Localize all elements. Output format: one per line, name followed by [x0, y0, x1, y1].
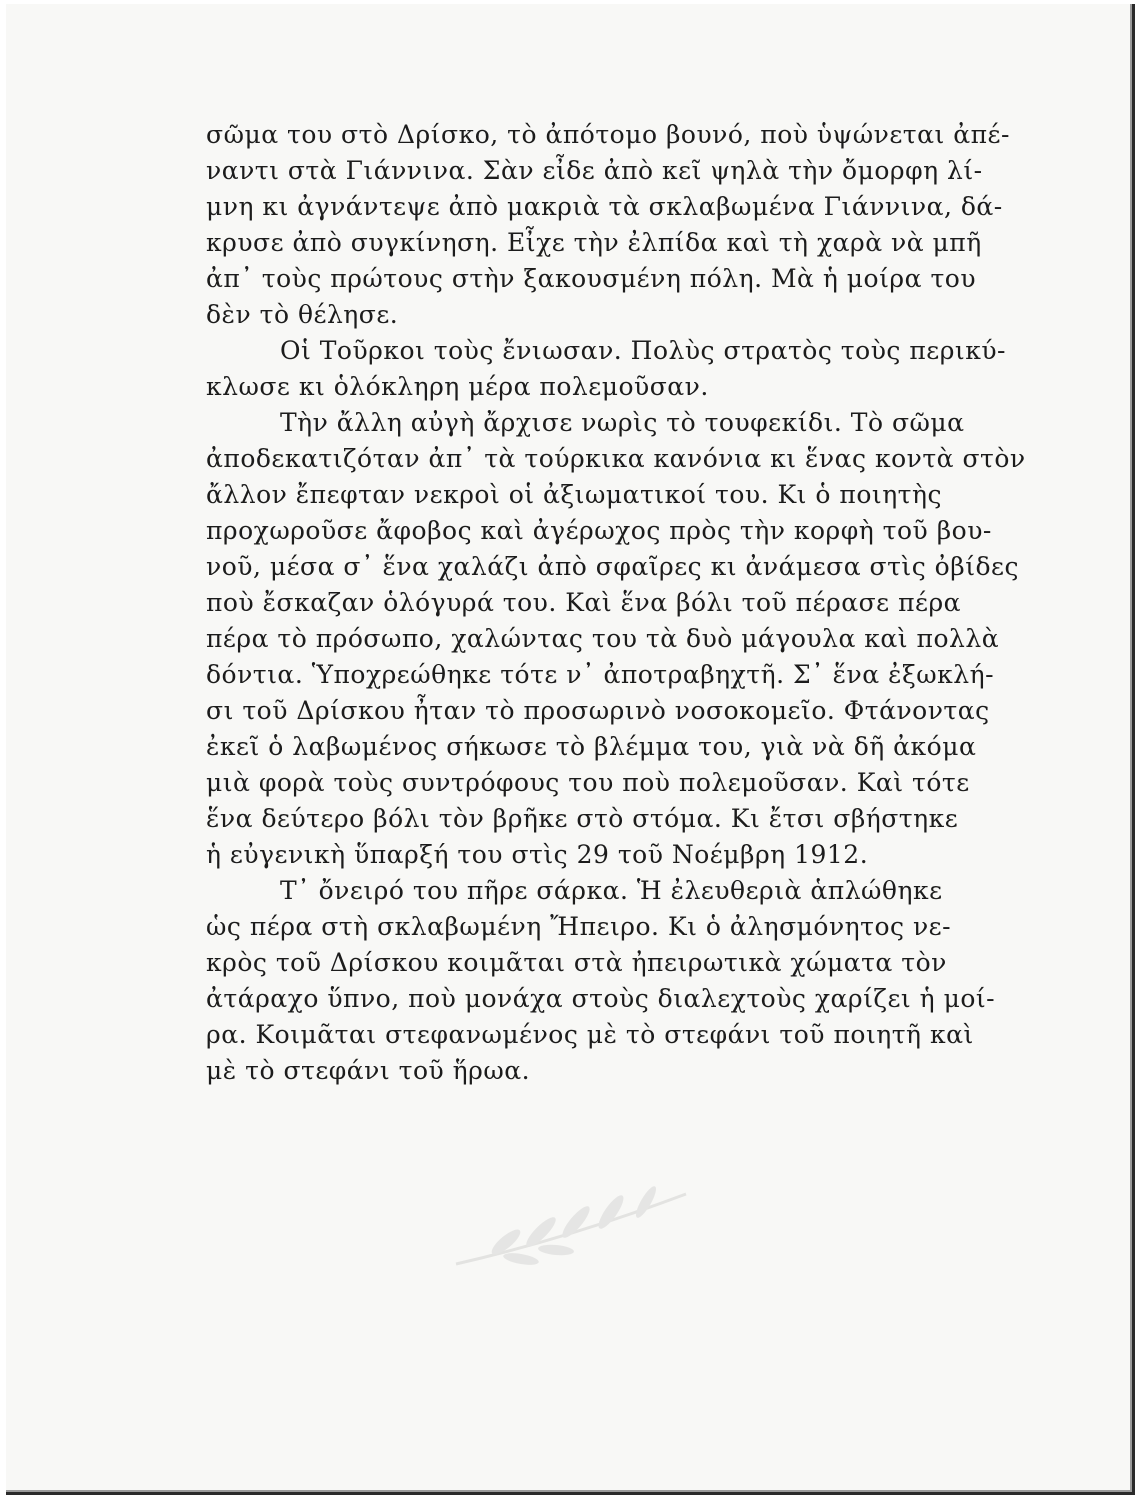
text-line: ἀτάραχο ὕπνο, ποὺ μονάχα στοὺς διαλεχτοὺς χαρίζει ἡ μοί-	[206, 984, 996, 1013]
text-line: μὲ τὸ στεφάνι τοῦ ἥρωα.	[206, 1056, 531, 1085]
text-line: ἡ εὐγενικὴ ὕπαρξή του στὶς 29 τοῦ Νοέμβρη 1912.	[206, 840, 869, 869]
text-line: νοῦ, μέσα σ᾽ ἕνα χαλάζι ἀπὸ σφαῖρες κι ἀνάμεσα στὶς ὀβίδες	[206, 552, 1019, 581]
text-line: μιὰ φορὰ τοὺς συντρόφους του ποὺ πολεμοῦσαν. Καὶ τότε	[206, 768, 970, 797]
text-line: ἀπ᾽ τοὺς πρώτους στὴν ξακουσμένη πόλη. Μὰ ἡ μοίρα του	[206, 264, 977, 293]
text-line: Τ᾽ ὄνειρό του πῆρε σάρκα. Ἡ ἐλευθεριὰ ἁπλώθηκε	[280, 876, 943, 905]
text-line: κλωσε κι ὁλόκληρη μέρα πολεμοῦσαν.	[206, 372, 709, 401]
text-line: σι τοῦ Δρίσκου ἦταν τὸ προσωρινὸ νοσοκομεῖο. Φτάνοντας	[206, 696, 990, 725]
text-line: κρὸς τοῦ Δρίσκου κοιμᾶται στὰ ἠπειρωτικὰ χώματα τὸν	[206, 948, 947, 977]
text-line: ἀποδεκατιζόταν ἀπ᾽ τὰ τούρκικα κανόνια κι ἕνας κοντὰ στὸν	[206, 444, 1026, 473]
text-line: ἄλλον ἔπεφταν νεκροὶ οἱ ἀξιωματικοί του. Κι ὁ ποιητὴς	[206, 480, 942, 509]
paragraph-3	[206, 405, 1026, 873]
paragraph-1	[206, 117, 1010, 333]
text-line: ποὺ ἔσκαζαν ὁλόγυρά του. Καὶ ἕνα βόλι τοῦ πέρασε πέρα	[206, 588, 962, 617]
paragraph-4	[206, 873, 996, 1089]
text-line: ὡς πέρα στὴ σκλαβωμένη Ἤπειρο. Κι ὁ ἀλησμόνητος νε-	[206, 912, 952, 941]
text-line: ναντι στὰ Γιάννινα. Σὰν εἶδε ἀπὸ κεῖ ψηλὰ τὴν ὄμορφη λί-	[206, 156, 983, 185]
text-line: δόντια. Ὑποχρεώθηκε τότε ν᾽ ἀποτραβηχτῆ. Σ᾽ ἕνα ἐξωκλή-	[206, 660, 995, 689]
text-line: Τὴν ἄλλη αὐγὴ ἄρχισε νωρὶς τὸ τουφεκίδι. Τὸ σῶμα	[280, 408, 965, 437]
text-line: μνη κι ἀγνάντεψε ἀπὸ μακριὰ τὰ σκλαβωμένα Γιάννινα, δά-	[206, 192, 1003, 221]
text-line: ἐκεῖ ὁ λαβωμένος σήκωσε τὸ βλέμμα του, γιὰ νὰ δῆ ἀκόμα	[206, 732, 977, 761]
page-text	[206, 117, 1026, 1089]
text-line: ἕνα δεύτερο βόλι τὸν βρῆκε στὸ στόμα. Κι ἔτσι σβήστηκε	[206, 804, 959, 833]
text-line: ρα. Κοιμᾶται στεφανωμένος μὲ τὸ στεφάνι τοῦ ποιητῆ καὶ	[206, 1020, 974, 1049]
text-line: Οἱ Τοῦρκοι τοὺς ἔνιωσαν. Πολὺς στρατὸς τοὺς περικύ-	[280, 336, 1006, 365]
laurel-branch-icon	[446, 1184, 696, 1274]
text-line: κρυσε ἀπὸ συγκίνηση. Εἶχε τὴν ἐλπίδα καὶ τὴ χαρὰ νὰ μπῆ	[206, 228, 982, 257]
paragraph-2	[206, 333, 1006, 405]
text-line: δὲν τὸ θέλησε.	[206, 300, 399, 329]
text-line: σῶμα του στὸ Δρίσκο, τὸ ἀπότομο βουνό, ποὺ ὑψώνεται ἀπέ-	[206, 120, 1010, 149]
book-page	[6, 4, 1135, 1495]
text-line: πέρα τὸ πρόσωπο, χαλώντας του τὰ δυὸ μάγουλα καὶ πολλὰ	[206, 624, 1000, 653]
text-line: προχωροῦσε ἄφοβος καὶ ἀγέρωχος πρὸς τὴν κορφὴ τοῦ βου-	[206, 516, 992, 545]
